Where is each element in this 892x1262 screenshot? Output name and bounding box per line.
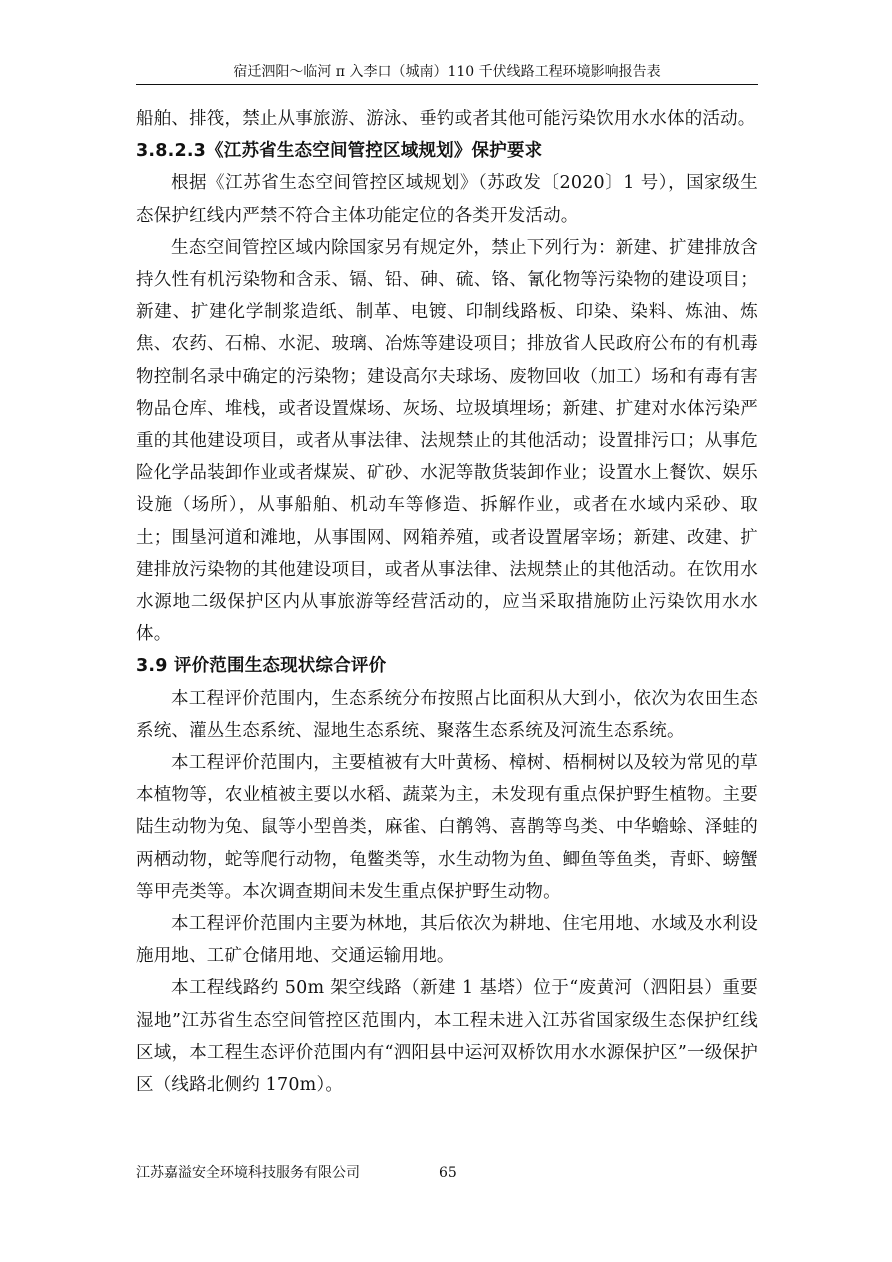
- paragraph-vegetation-fauna: 本工程评价范围内，主要植被有大叶黄杨、樟树、梧桐树以及较为常见的草本植物等，农业植被主要以水稻、蔬菜为主，未发现有重点保护野生植物。主要陆生动物为兔、鼠等小型兽类，麻雀、白鹡鸰、喜鹊等鸟类、中华蟾蜍、泽蛙的两栖动物，蛇等爬行动物，龟鳖类等，水生动物为鱼、鲫鱼等鱼类，青虾、螃蟹等甲壳类等。本次调查期间未发生重点保护野生动物。: [136, 753, 758, 902]
- paragraph-ecosystem-distribution: 本工程评价范围内，生态系统分布按照占比面积从大到小，依次为农田生态系统、灌丛生态系统、湿地生态系统、聚落生态系统及河流生态系统。: [136, 688, 758, 741]
- page-body: [136, 103, 758, 1101]
- paragraph-planning-basis: 根据《江苏省生态空间管控区域规划》（苏政发〔2020〕1 号），国家级生态保护红线内严禁不符合主体功能定位的各类开发活动。: [136, 173, 758, 226]
- paragraph-land-use: 本工程评价范围内主要为林地，其后依次为耕地、住宅用地、水域及水利设施用地、工矿仓储用地、交通运输用地。: [136, 914, 758, 967]
- paragraph-continuation: 船舶、排筏，禁止从事旅游、游泳、垂钓或者其他可能污染饮用水水体的活动。: [136, 109, 756, 129]
- page-header-title: 宿迁泗阳～临河 π 入李口（城南）110 千伏线路工程环境影响报告表: [233, 64, 661, 80]
- footer-page-number: 65: [439, 1165, 457, 1181]
- header-divider: [136, 84, 758, 85]
- section-heading-3-9: 3.9 评价范围生态现状综合评价: [136, 656, 387, 677]
- paragraph-prohibited-activities: 生态空间管控区域内除国家另有规定外，禁止下列行为：新建、扩建排放含持久性有机污染物和含汞、镉、铅、砷、硫、铬、氰化物等污染物的建设项目；新建、扩建化学制浆造纸、制革、电镀、印制线路板、印染、染料、炼油、炼焦、农药、石棉、水泥、玻璃、冶炼等建设项目；排放省人民政府公布的有机毒物控制名录中确定的污染物；建设高尔夫球场、废物回收（加工）场和有毒有害物品仓库、堆栈，或者设置煤场、灰场、垃圾填埋场；新建、扩建对水体污染严重的其他建设项目，或者从事法律、法规禁止的其他活动；设置排污口；从事危险化学品装卸作业或者煤炭、矿砂、水泥等散货装卸作业；设置水上餐饮、娱乐设施（场所），从事船舶、机动车等修造、拆解作业，或者在水域内采砂、取土；围垦河道和滩地，从事围网、网箱养殖，或者设置屠宰场；新建、改建、扩建排放污染物的其他建设项目，或者从事法律、法规禁止的其他活动。在饮用水水源地二级保护区内从事旅游等经营活动的，应当采取措施防止污染饮用水水体。: [136, 237, 758, 645]
- section-heading-3-8-2-3: 3.8.2.3《江苏省生态空间管控区域规划》保护要求: [136, 141, 543, 162]
- paragraph-protected-area: 本工程线路约 50m 架空线路（新建 1 基塔）位于“废黄河（泗阳县）重要湿地”江苏省生态空间管控区范围内，本工程未进入江苏省国家级生态保护红线区域，本工程生态评价范围内有“泗阳县中运河双桥饮用水水源保护区”一级保护区（线路北侧约 170m）。: [136, 978, 758, 1096]
- footer-company-name: 江苏嘉溢安全环境科技服务有限公司: [136, 1165, 360, 1181]
